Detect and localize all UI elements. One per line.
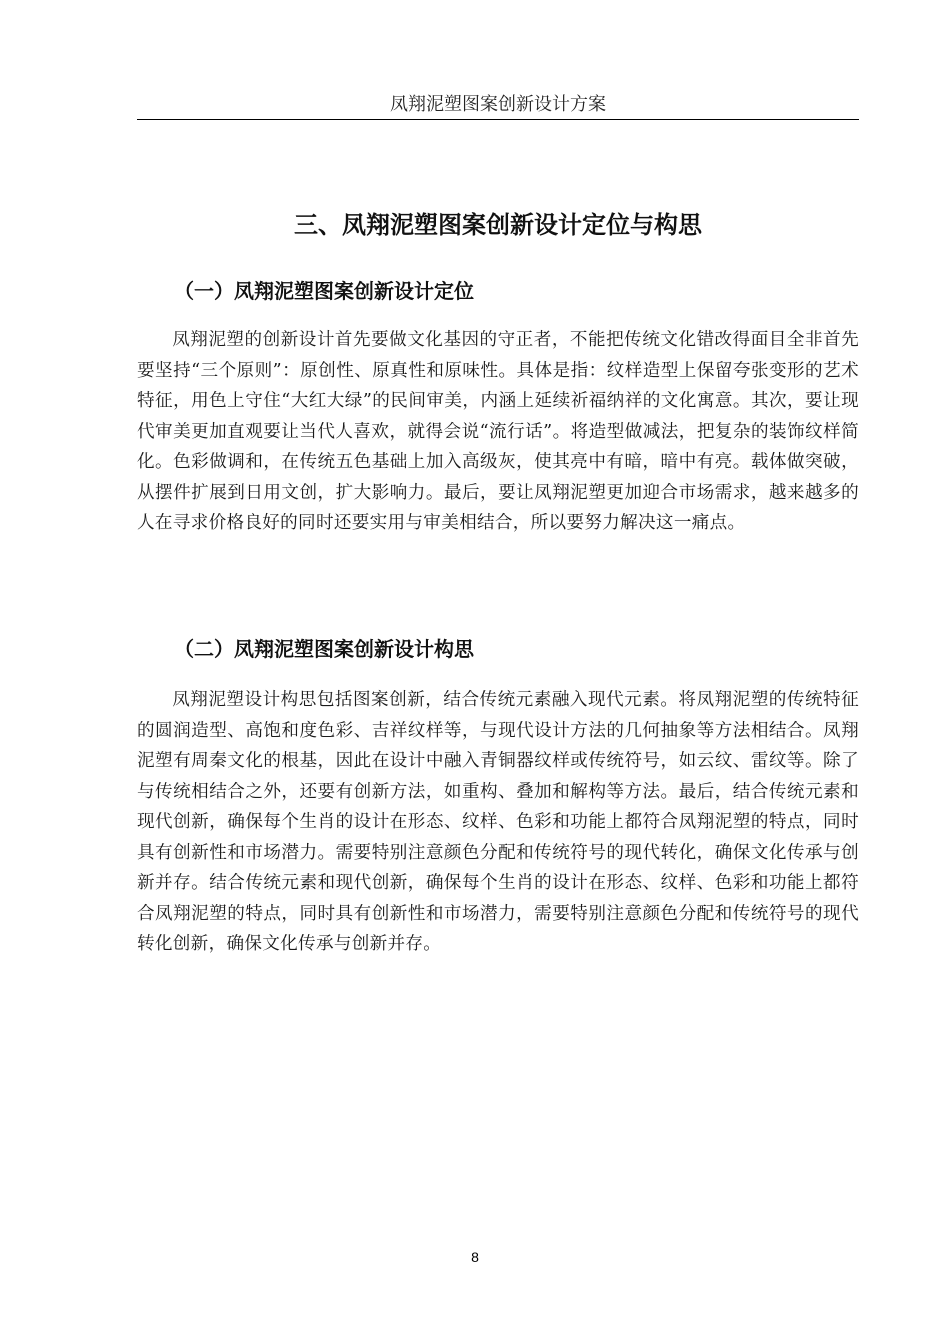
header-rule [137,119,859,120]
section-paragraph-concept: 凤翔泥塑设计构思包括图案创新，结合传统元素融入现代元素。将凤翔泥塑的传统特征的圆润造型、高饱和度色彩、吉祥纹样等，与现代设计方法的几何抽象等方法相结合。凤翔泥塑有周秦文化的根基，因此在设计中融入青铜器纹样或传统符号，如云纹、雷纹等。除了与传统相结合之外，还要有创新方法，如重构、叠加和解构等方法。最后，结合传统元素和现代创新，确保每个生肖的设计在形态、纹样、色彩和功能上都符合凤翔泥塑的特点，同时具有创新性和市场潜力。需要特别注意颜色分配和传统符号的现代转化，确保文化传承与创新并存。结合传统元素和现代创新，确保每个生肖的设计在形态、纹样、色彩和功能上都符合凤翔泥塑的特点，同时具有创新性和市场潜力，需要特别注意颜色分配和传统符号的现代转化创新，确保文化传承与创新并存。 [137,690,859,954]
section-heading-positioning: （一）凤翔泥塑图案创新设计定位 [174,279,474,303]
section-paragraph-positioning: 凤翔泥塑的创新设计首先要做文化基因的守正者，不能把传统文化错改得面目全非首先要坚持“三个原则”：原创性、原真性和原味性。具体是指：纹样造型上保留夸张变形的艺术特征，用色上守住“大红大绿”的民间审美，内涵上延续祈福纳祥的文化寓意。其次，要让现代审美更加直观要让当代人喜欢，就得会说“流行话”。将造型做减法，把复杂的装饰纹样简化。色彩做调和，在传统五色基础上加入高级灰，使其亮中有暗，暗中有亮。载体做突破，从摆件扩展到日用文创，扩大影响力。最后，要让凤翔泥塑更加迎合市场需求，越来越多的人在寻求价格良好的同时还要实用与审美相结合，所以要努力解决这一痛点。 [137,330,859,533]
running-header: 凤翔泥塑图案创新设计方案 [390,94,606,115]
page-number: 8 [471,1249,479,1265]
chapter-title: 三、凤翔泥塑图案创新设计定位与构思 [294,211,702,239]
section-heading-concept: （二）凤翔泥塑图案创新设计构思 [174,637,474,661]
